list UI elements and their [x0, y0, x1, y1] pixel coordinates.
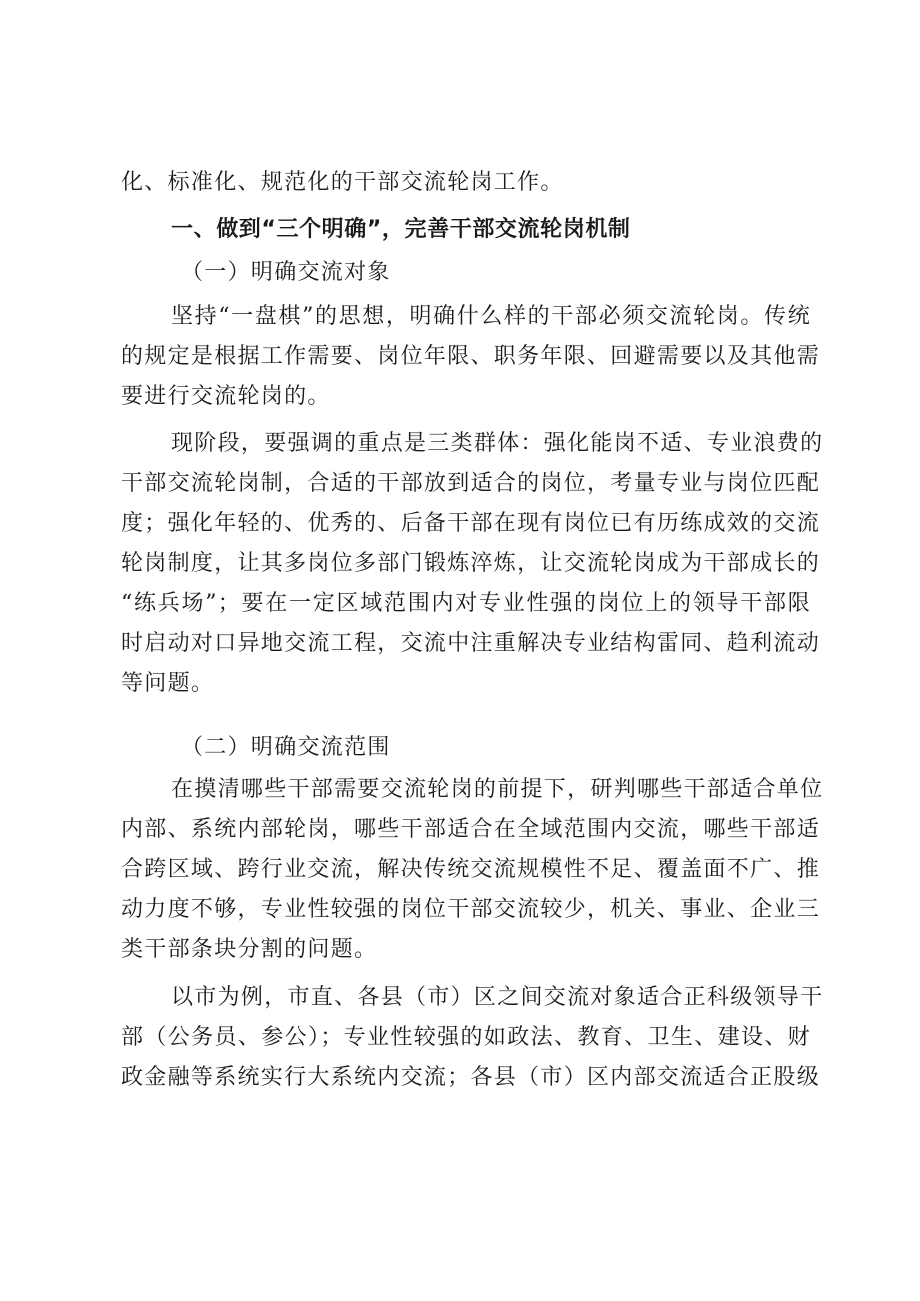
text-line: 部（公务员、参公）；专业性较强的如政法、教育、卫生、建设、财 — [121, 1025, 811, 1050]
text-line: 在摸清哪些干部需要交流轮岗的前提下，研判哪些干部适合单位 — [171, 777, 824, 802]
text-line: 时启动对口异地交流工程，交流中注重解决专业结构雷同、趋利流动 — [121, 631, 821, 656]
text-line: 等问题。 — [121, 671, 215, 696]
text-line: 类干部条块分割的问题。 — [121, 937, 378, 962]
subheading-text: （二）明确交流范围 — [181, 735, 391, 760]
text-line: 干部交流轮岗制，合适的干部放到适合的岗位，考量专业与岗位匹配 — [121, 471, 821, 496]
subheading-text: （一）明确交流对象 — [181, 260, 391, 285]
text-line: 的规定是根据工作需要、岗位年限、职务年限、回避需要以及其他需 — [121, 344, 821, 369]
text-line: 合跨区域、跨行业交流，解决传统交流规模性不足、覆盖面不广、推 — [121, 857, 821, 882]
paragraph-3 — [121, 770, 824, 970]
text-line: 度；强化年轻的、优秀的、后备干部在现有岗位已有历练成效的交流 — [121, 511, 821, 536]
heading-text: 一、做到“三个明确”，完善干部交流轮岗机制 — [171, 217, 631, 242]
text-line: 轮岗制度，让其多岗位多部门锻炼淬炼，让交流轮岗成为干部成长的 — [121, 551, 821, 576]
subsection-heading-2 — [121, 728, 811, 768]
subsection-heading-1 — [121, 253, 811, 293]
text-line: 动力度不够，专业性较强的岗位干部交流较少，机关、事业、企业三 — [121, 897, 821, 922]
text-line: 内部、系统内部轮岗，哪些干部适合在全域范围内交流，哪些干部适 — [121, 817, 821, 842]
text-line: 坚持“一盘棋”的思想，明确什么样的干部必须交流轮岗。传统 — [171, 304, 811, 329]
text-line: 要进行交流轮岗的。 — [121, 384, 331, 409]
text-line: 以市为例，市直、各县（市）区之间交流对象适合正科级领导干 — [171, 985, 824, 1010]
paragraph-4 — [121, 978, 824, 1098]
section-heading-1 — [121, 210, 811, 250]
text-line: “练兵场”；要在一定区域范围内对专业性强的岗位上的领导干部限 — [121, 591, 811, 616]
text-line: 化、标准化、规范化的干部交流轮岗工作。 — [121, 170, 564, 195]
paragraph-1 — [121, 297, 821, 417]
paragraph-2 — [121, 424, 824, 704]
paragraph-continuation — [121, 163, 811, 203]
text-line: 政金融等系统实行大系统内交流；各县（市）区内部交流适合正股级 — [121, 1065, 821, 1090]
text-line: 现阶段，要强调的重点是三类群体：强化能岗不适、专业浪费的 — [171, 431, 824, 456]
